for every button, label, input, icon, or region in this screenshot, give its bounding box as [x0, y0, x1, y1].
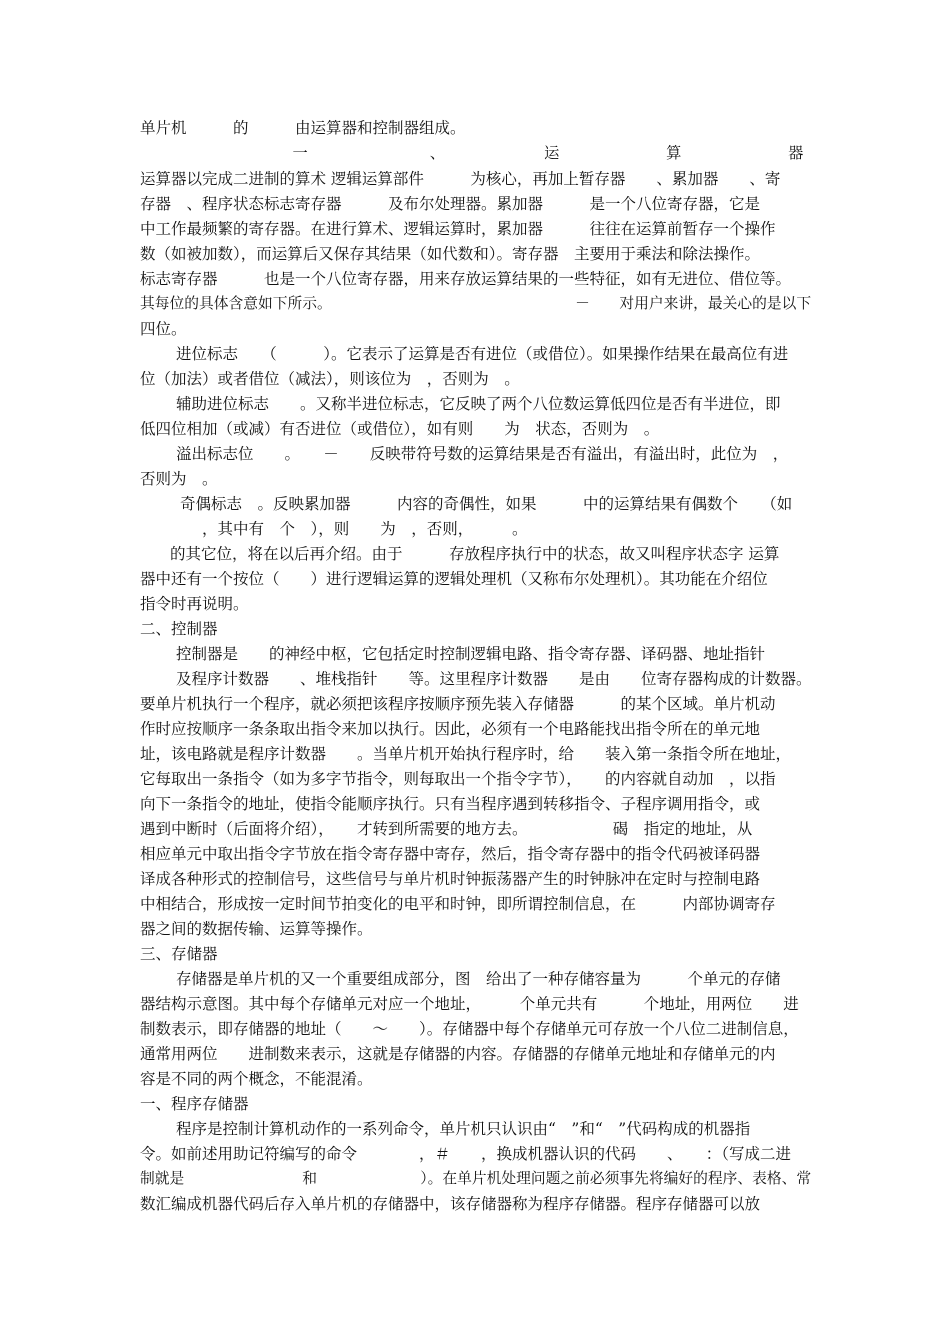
text-line: 制就是 和 ）。在单片机处理问题之前必须事先将编好的程序、表格、常 — [140, 1170, 812, 1187]
section-heading-memory: 三、存储器 — [140, 945, 218, 963]
text-line: 奇偶标志 。反映累加器 内容的奇偶性，如果 中的运算结果有偶数个 （如 — [180, 495, 793, 513]
text-line: 要单片机执行一个程序，就必须把该程序按顺序预先装入存储器 的某个区域。单片机动 — [140, 695, 776, 713]
text-line: 运算器以完成二进制的算术 逻辑运算部件 为核心，再加上暂存器 、累加器 、寄 — [140, 170, 781, 188]
text-line: 作时应按顺序一条条取出指令来加以执行。因此，必须有一个电路能找出指令所在的单元地 — [140, 720, 761, 738]
text-line: 遇到中断时（后面将介绍）， 才转到所需要的地方去。 碣 指定的地址，从 — [140, 820, 753, 838]
text-line: 存器 、程序状态标志寄存器 及布尔处理器。累加器 是一个八位寄存器，它是 — [140, 195, 761, 213]
text-line: 其每位的具体含意如下所示。 － 对用户来讲，最关心的是以下 — [140, 295, 812, 312]
text-line: 否则为 。 — [140, 470, 218, 488]
section-heading-program-memory: 一、程序存储器 — [140, 1095, 249, 1113]
text-line: 器结构示意图。其中每个存储单元对应一个地址， 个单元共有 个地址，用两位 进 — [140, 995, 799, 1013]
text-line: 标志寄存器 也是一个八位寄存器，用来存放运算结果的一些特征，如有无进位、借位等。 — [140, 270, 792, 288]
text-line: 制数表示，即存储器的地址（ ～ ）。存储器中每个存储单元可存放一个八位二进制信息， — [140, 1020, 799, 1038]
text-line: 数汇编成机器代码后存入单片机的存储器中，该存储器称为程序存储器。程序存储器可以放 — [140, 1195, 761, 1213]
section-heading-controller: 二、控制器 — [140, 620, 218, 638]
text-line: 相应单元中取出指令字节放在指令寄存器中寄存，然后，指令寄存器中的指令代码被译码器 — [140, 845, 761, 863]
text-line: 器之间的数据传输、运算等操作。 — [140, 920, 373, 938]
text-line: 向下一条指令的地址，使指令能顺序执行。只有当程序遇到转移指令、子程序调用指令，或 — [140, 795, 761, 813]
text-line: 低四位相加（或减）有否进位（或借位），如有则 为 状态，否则为 。 — [140, 420, 660, 438]
text-line: 四位。 — [140, 320, 187, 338]
text-line: 令。如前述用助记符编写的命令 ，＃ ，换成机器认识的代码 、 ：（写成二进 — [140, 1145, 792, 1163]
text-line: 数（如被加数），而运算后又保存其结果（如代数和）。寄存器 主要用于乘法和除法操作。 — [140, 245, 761, 263]
text-line: 容是不同的两个概念，不能混淆。 — [140, 1070, 373, 1088]
text-line: 及程序计数器 、堆栈指针 等。这里程序计数器 是由 位寄存器构成的计数器。 — [176, 670, 812, 688]
text-line: 进位标志 （ ）。它表示了运算是否有进位（或借位）。如果操作结果在最高位有进 — [176, 345, 789, 363]
text-line: 控制器是 的神经中枢，它包括定时控制逻辑电路、指令寄存器、译码器、地址指针 — [176, 645, 766, 663]
text-line: 址，该电路就是程序计数器 。当单片机开始执行程序时，给 装入第一条指令所在地址， — [140, 745, 792, 763]
text-line: 器中还有一个按位（ ）进行逻辑运算的逻辑处理机（又称布尔处理机）。其功能在介绍位 — [140, 570, 768, 588]
text-line: 通常用两位 进制数来表示，这就是存储器的内容。存储器的存储单元地址和存储单元的内 — [140, 1045, 776, 1063]
text-line: 溢出标志位 。 － 反映带符号数的运算结果是否有溢出，有溢出时，此位为 ， — [176, 445, 789, 463]
text-line: 单片机 的 由运算器和控制器组成。 — [140, 119, 466, 137]
text-line: 指令时再说明。 — [140, 595, 249, 613]
text-line: 中工作最频繁的寄存器。在进行算术、逻辑运算时，累加器 往往在运算前暂存一个操作 — [140, 220, 776, 238]
text-line: 译成各种形式的控制信号，这些信号与单片机时钟振荡器产生的时钟脉冲在定时与控制电路 — [140, 870, 761, 888]
text-line: 中相结合，形成按一定时间节拍变化的电平和时钟，即所谓控制信息，在 内部协调寄存 — [140, 895, 776, 913]
text-line: 存储器是单片机的又一个重要组成部分，图 给出了一种存储容量为 个单元的存储 — [176, 970, 781, 988]
text-line: 位（加法）或者借位（减法），则该位为 ，否则为 。 — [140, 370, 520, 388]
text-line: 辅助进位标志 。又称半进位标志，它反映了两个八位数运算低四位是否有半进位，即 — [176, 395, 781, 413]
section-heading-arithmetic-unit: 一 、 运 算 器 — [140, 144, 804, 162]
text-line: ，其中有 个 ），则 为 ，否则， 。 — [140, 520, 528, 538]
text-line: 它每取出一条指令（如为多字节指令，则每取出一个指令字节）， 的内容就自动加 ，以指 — [140, 770, 776, 788]
text-line: 程序是控制计算机动作的一系列命令，单片机只认识由“ ”和“ ”代码构成的机器指 — [176, 1120, 751, 1138]
text-line: 的其它位，将在以后再介绍。由于 存放程序执行中的状态，故又叫程序状态字 运算 — [170, 545, 780, 563]
